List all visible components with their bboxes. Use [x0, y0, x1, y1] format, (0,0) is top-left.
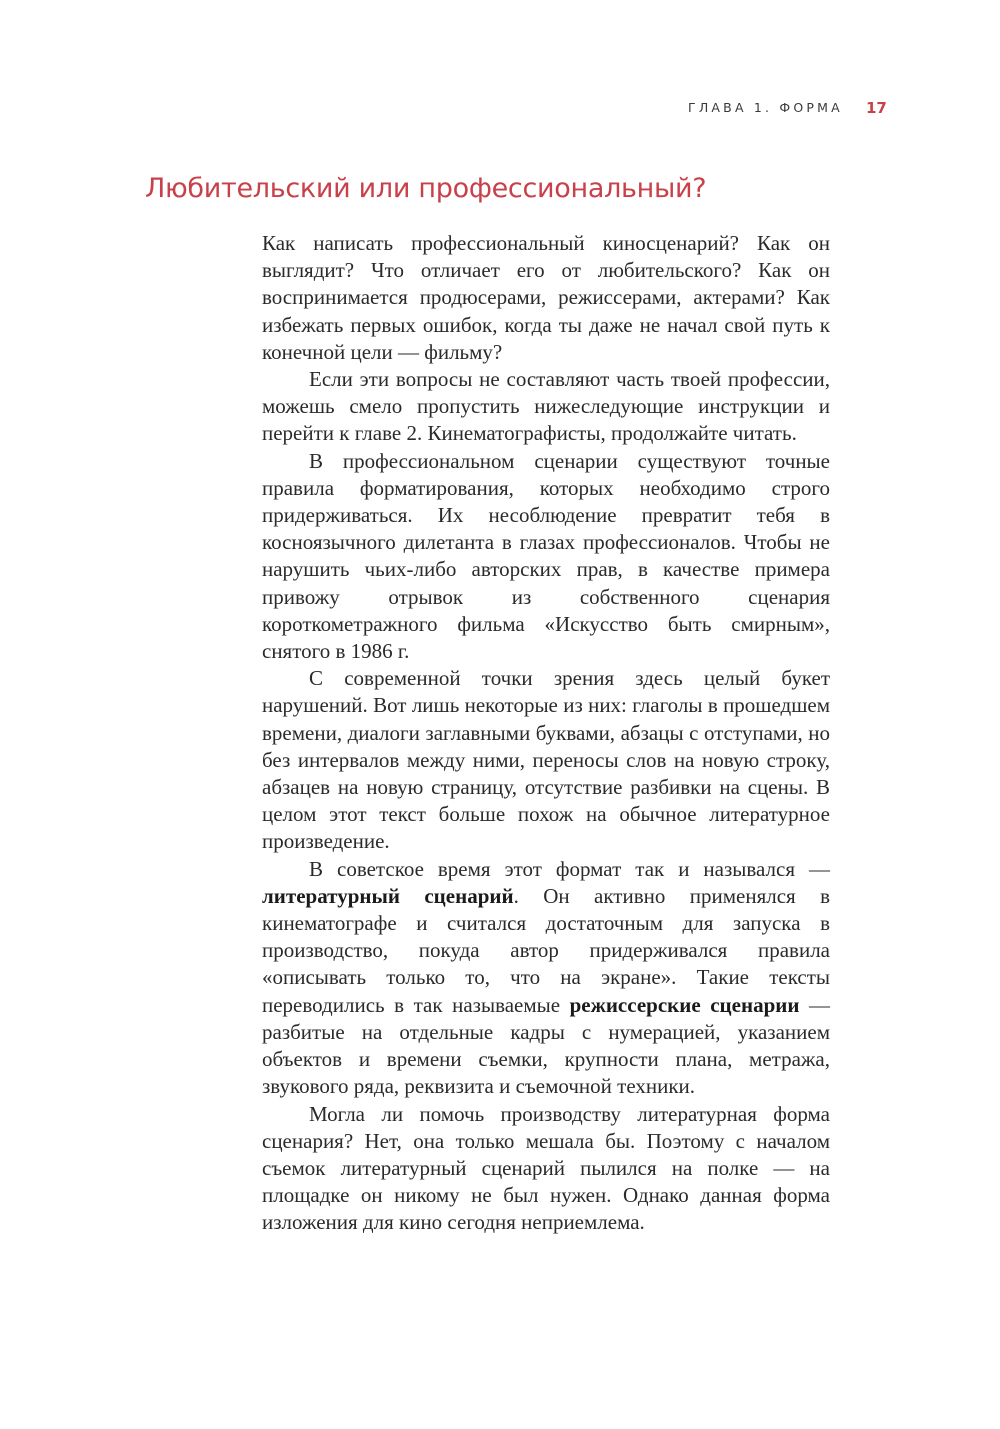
paragraph-4: С современной точки зрения здесь целый букет нарушений. Вот лишь некоторые из них: глаголы в прошедшем времени, диалоги заглавными буквами, абзацы с отступами, но без интервалов между ними, переносы слов на новую строку, абзацев на новую страницу, отсутствие разбивки на сцены. В целом этот текст больше похож на обычное литературное произведение. [262, 666, 830, 854]
paragraph-5-text-b: . Он активно применялся в кинематографе и считался достаточным для запуска в производство, покуда автор придерживался правила «описывать только то, что на экране». Такие тексты переводились в так называемые [262, 883, 830, 1017]
paragraph-5-text-a: В советское время этот формат так и назывался — [309, 856, 830, 881]
body-text [262, 230, 830, 1237]
term-literary-screenplay: литературный сценарий [262, 883, 514, 908]
paragraph-5-text-c: — разбитые на отдельные кадры с нумерацией, указанием объектов и времени съемки, крупности плана, метража, звукового ряда, реквизита и съемочной техники. [262, 992, 830, 1099]
running-header [0, 97, 1000, 121]
paragraph-6: Могла ли помочь производству литературная форма сценария? Нет, она только мешала бы. Поэтому с началом съемок литературный сценарий пылился на полке — на площадке он никому не был нужен. Однако данная форма изложения для кино сегодня неприемлема. [262, 1101, 830, 1235]
paragraph-1: Как написать профессиональный киносценарий? Как он выглядит? Что отличает его от любительского? Как он воспринимается продюсерами, режиссерами, актерами? Как избежать первых ошибок, когда ты даже не начал свой путь к конечной цели — фильму? [262, 231, 830, 364]
paragraph-3: В профессиональном сценарии существуют точные правила форматирования, которых необходимо строго придерживаться. Их несоблюдение превратит тебя в косноязычного дилетанта в глазах профессионалов. Чтобы не нарушить чьих-либо авторских прав, в качестве примера привожу отрывок из собственного сценария короткометражного фильма «Искусство быть смирным», снятого в 1986 г. [262, 448, 830, 664]
term-director-screenplay: режиссерские сценарии [569, 992, 800, 1017]
section-title: Любительский или профессиональный? [145, 173, 707, 204]
paragraph-5 [262, 856, 830, 1101]
chapter-running-title: ГЛАВА 1. ФОРМА [688, 100, 843, 115]
paragraph-2: Если эти вопросы не составляют часть твоей профессии, можешь смело пропустить нижеследующие инструкции и перейти к главе 2. Кинематографисты, продолжайте читать. [262, 367, 830, 446]
page-number: 17 [866, 99, 887, 117]
